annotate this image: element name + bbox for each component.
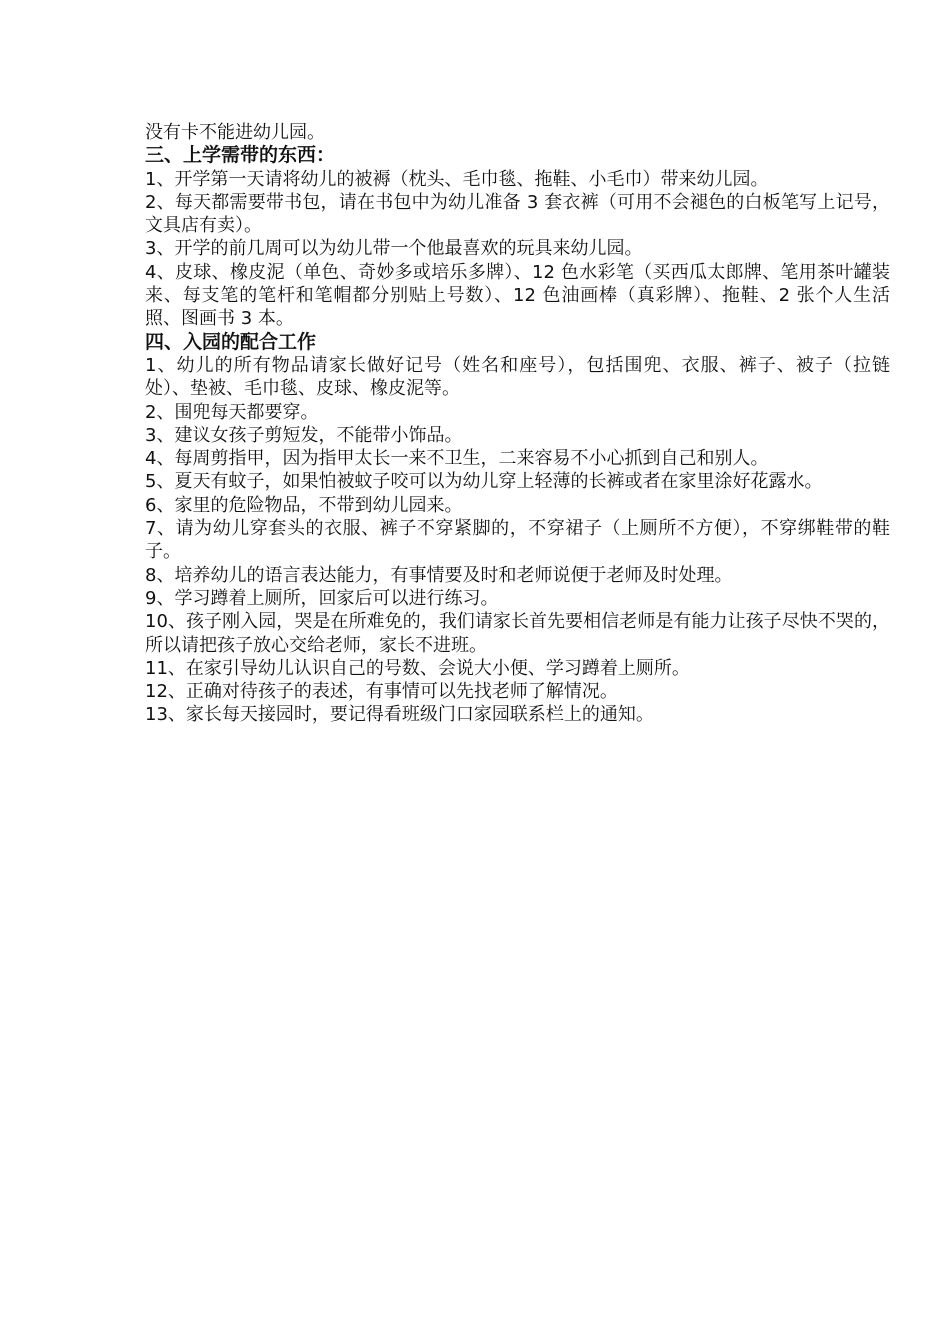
list-item: 3、建议女孩子剪短发，不能带小饰品。	[145, 424, 463, 446]
list-item: 5、夏天有蚊子，如果怕被蚊子咬可以为幼儿穿上轻薄的长裤或者在家里涂好花露水。	[145, 471, 823, 493]
list-item: 4、皮球、橡皮泥（单色、奇妙多或培乐多牌）、12 色水彩笔（买西瓜太郎牌、笔用茶叶罐装来、每支笔的笔杆和笔帽都分别贴上号数）、12 色油画棒（真彩牌）、拖鞋、2 张个人生活照、图画书 3 本。	[145, 261, 890, 330]
list-item: 11、在家引导幼儿认识自己的号数、会说大小便、学习蹲着上厕所。	[145, 657, 690, 679]
list-item: 10、孩子刚入园，哭是在所难免的，我们请家长首先要相信老师是有能力让孩子尽快不哭的，所以请把孩子放心交给老师，家长不进班。	[145, 611, 890, 656]
list-item: 2、每天都需要带书包，请在书包中为幼儿准备 3 套衣裤（可用不会褪色的白板笔写上记号，文具店有卖）。	[145, 191, 890, 237]
section-3-heading: 三、上学需带的东西：	[145, 144, 336, 167]
list-item: 9、学习蹲着上厕所，回家后可以进行练习。	[145, 587, 499, 609]
section-4-list	[145, 354, 890, 727]
list-item: 4、每周剪指甲，因为指甲太长一来不卫生，二来容易不小心抓到自己和别人。	[145, 448, 769, 470]
list-item: 12、正确对待孩子的表述，有事情可以先找老师了解情况。	[145, 681, 618, 703]
list-item: 7、请为幼儿穿套头的衣服、裤子不穿紧脚的，不穿裙子（上厕所不方便），不穿绑鞋带的鞋子。	[145, 518, 890, 563]
list-item: 1、幼儿的所有物品请家长做好记号（姓名和座号），包括围兜、衣服、裤子、被子（拉链处）、垫被、毛巾毯、皮球、橡皮泥等。	[145, 354, 890, 400]
intro-line: 没有卡不能进幼儿园。	[145, 122, 325, 143]
section-3-list	[145, 168, 890, 331]
list-item: 6、家里的危险物品，不带到幼儿园来。	[145, 494, 463, 516]
list-item: 2、围兜每天都要穿。	[145, 401, 319, 423]
list-item: 8、培养幼儿的语言表达能力，有事情要及时和老师说便于老师及时处理。	[145, 564, 733, 586]
list-item: 13、家长每天接园时，要记得看班级门口家园联系栏上的通知。	[145, 704, 654, 726]
list-item: 1、开学第一天请将幼儿的被褥（枕头、毛巾毯、拖鞋、小毛巾）带来幼儿园。	[145, 168, 769, 190]
document-page	[145, 121, 890, 727]
section-4-heading: 四、入园的配合工作	[145, 330, 317, 353]
list-item: 3、开学的前几周可以为幼儿带一个他最喜欢的玩具来幼儿园。	[145, 238, 643, 260]
